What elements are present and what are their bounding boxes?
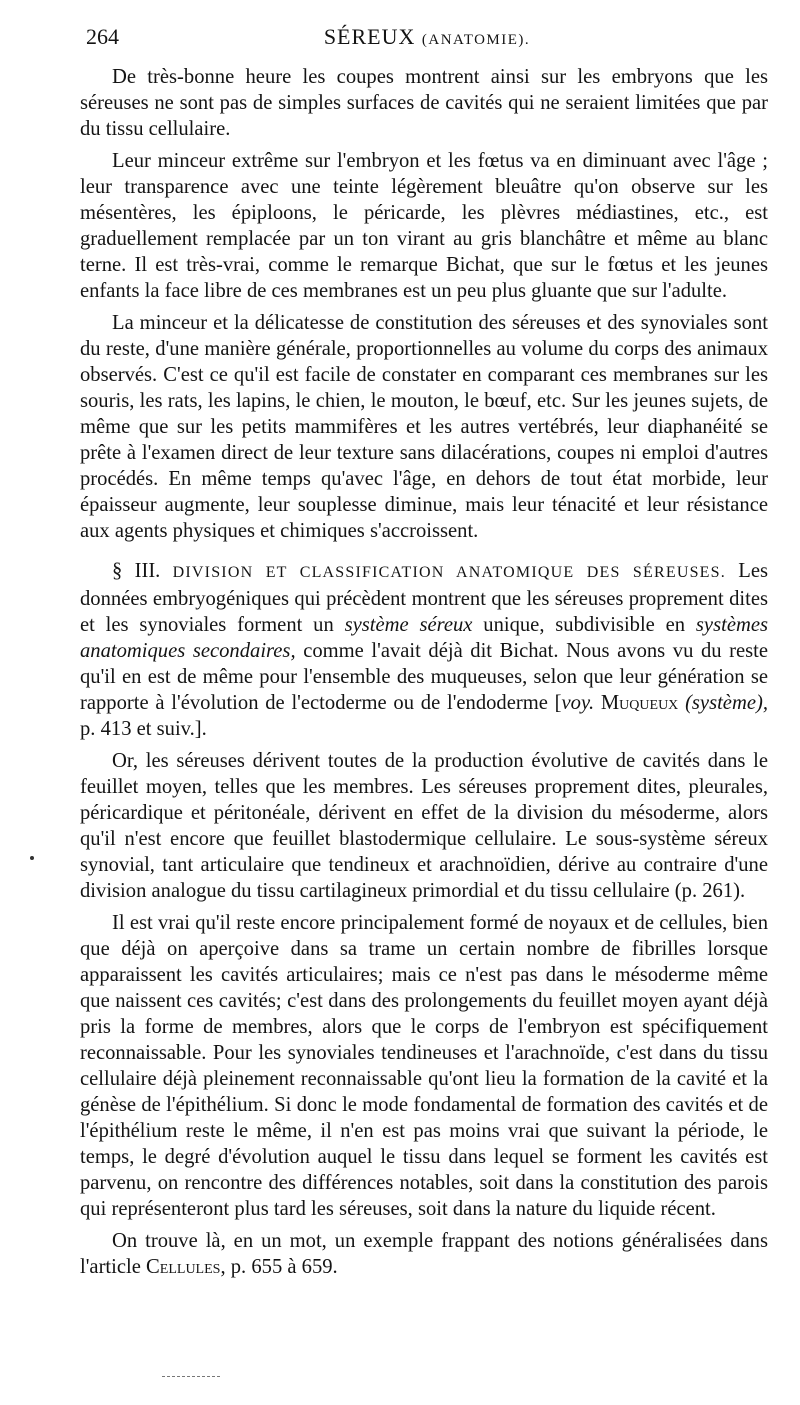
ink-speck <box>30 856 34 860</box>
section-heading: DIVISION ET CLASSIFICATION ANATOMIQUE DES SÉREUSES. <box>172 564 726 581</box>
cross-reference: Muqueux <box>600 692 679 714</box>
emphasis: systèmes anatomiques secondaires, <box>80 614 768 662</box>
footer-rule <box>162 1376 220 1377</box>
text-run: Les données embryogéniques qui précèdent montrent que les séreuses proprement dites et les synoviales forment un <box>80 560 768 636</box>
paragraph: Il est vrai qu'il reste encore principalement formé de noyaux et de cellules, bien que déjà on aperçoive dans sa trame un certain nombre de fibrilles lorsque apparaissent les cavités articulaires; mais ce n'est pas dans le mésoderme même que naissent ces cavités; c'est dans des prolongements du feuillet moyen ayant déjà pris la forme de membres, alors que le corps de l'embryon est spécifiquement reconnaissable. Pour les synoviales tendineuses et l'arachnoïde, c'est dans du tissu cellulaire déjà pleinement reconnaissable qu'ont lieu la formation de la cavité et la génèse de l'épithélium. Si donc le mode fondamental de formation des cavités et de l'épithélium reste le même, il n'en est pas moins vrai que suivant la période, le temps, le degré d'évolution auquel le tissu dans lequel se forment les cavités est parvenu, on rencontre des différences notables, soit dans la constitution des parois qui représenteront plus tard les séreuses, soit dans la nature du liquide récent. <box>80 912 768 1220</box>
cross-reference: Cellules, <box>146 1256 226 1278</box>
paragraph: Or, les séreuses dérivent toutes de la production évolutive de cavités dans le feuillet moyen, telles que les membres. Les séreuses proprement dites, pleurales, péricardique et péritonéale, dérivent en effet de la division du mésoderme, alors qu'il n'est encore que feuillet blastodermique cellulaire. Le sous-système séreux synovial, tant articulaire que tendineux et arachnoïdien, dérive au contraire d'une division analogue du tissu cartilagineux primordial et du tissu cellulaire (p. 261). <box>80 750 768 902</box>
paragraph <box>80 1228 768 1280</box>
text-run: p. 413 et suiv.]. <box>80 718 207 740</box>
emphasis: (système), <box>685 692 768 714</box>
running-title-sub: (ANATOMIE). <box>421 32 531 48</box>
text-run: On trouve là, en un mot, un exemple frappant des notions généralisées dans l'article <box>80 1230 768 1278</box>
section-paragraph <box>80 558 768 742</box>
emphasis: voy. <box>561 692 595 714</box>
text-run: unique, subdivisible en <box>483 614 686 636</box>
paragraph: De très-bonne heure les coupes montrent ainsi sur les embryons que les séreuses ne sont pas de simples surfaces de cavités qui ne seraient limitées que par du tissu cellulaire. <box>80 66 768 140</box>
page-number: 264 <box>86 24 119 49</box>
text-run: comme l'avait déjà dit Bichat. Nous avons vu du reste qu'il en est de même pour l'ensemble des muqueuses, selon que leur génération se rapporte à l'évolution de l'ectoderme ou de l'endoderme [ <box>80 640 768 714</box>
text-run: p. 655 à 659. <box>230 1256 338 1278</box>
paragraph: La minceur et la délicatesse de constitution des séreuses et des synoviales sont du reste, d'une manière générale, proportionnelles au volume du corps des animaux observés. C'est ce qu'il est facile de constater en comparant ces membranes sur les souris, les rats, les lapins, le chien, le mouton, le bœuf, etc. Sur les jeunes sujets, de même que sur les petits mammifères et les autres vertébrés, leur diaphanéité se prête à l'examen direct de leur texture sans dilacérations, coupes ni emploi d'autres procédés. En même temps qu'avec l'âge, en dehors de tout état morbide, leur épaisseur augmente, leur souplesse diminue, mais leur ténacité et leur résistance aux agents physiques et chimiques s'accroissent. <box>80 312 768 542</box>
running-title-main: SÉREUX <box>323 24 416 49</box>
section-mark: § III. <box>112 560 161 582</box>
page-body <box>80 60 768 1286</box>
emphasis: système séreux <box>344 614 473 636</box>
paragraph: Leur minceur extrême sur l'embryon et les fœtus va en diminuant avec l'âge ; leur transparence avec une teinte légèrement bleuâtre qu'on observe sur les mésentères, les épiploons, le péricarde, les plèvres médiastines, etc., est graduellement remplacée par un ton virant au gris blanchâtre et même au blanc terne. Il est très-vrai, comme le remarque Bichat, que sur le fœtus et les jeunes enfants la face libre de ces membranes est un peu plus gluante que sur l'adulte. <box>80 150 768 302</box>
running-header <box>86 24 768 56</box>
running-title <box>86 24 768 50</box>
